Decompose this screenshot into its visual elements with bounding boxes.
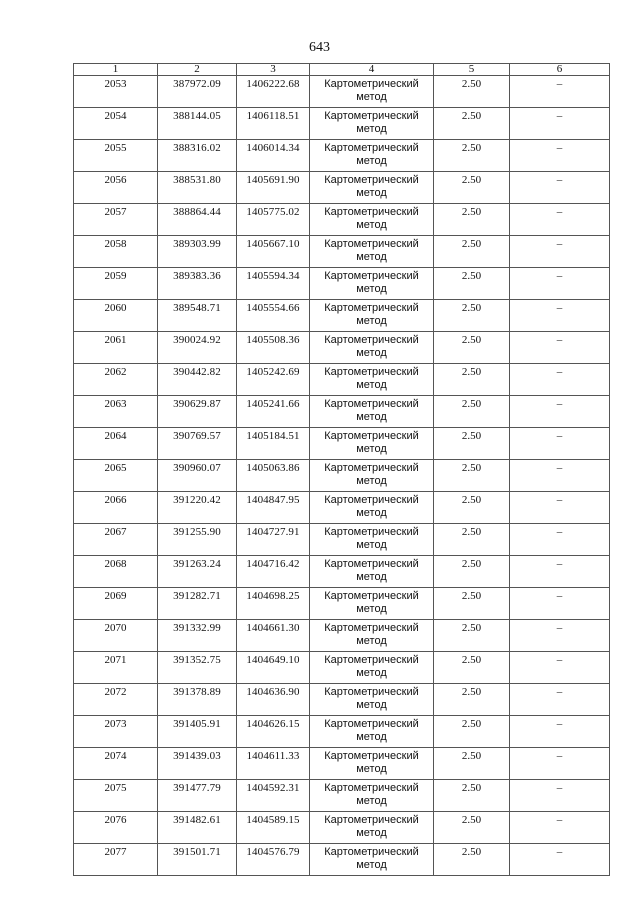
method-cell [310,588,434,620]
method-cell [310,204,434,236]
y-coordinate-cell: 1404592.31 [237,780,310,812]
method-line-2: метод [356,571,387,583]
column-number-row [74,64,610,76]
method-line-1: Картометрический [324,814,419,826]
accuracy-value-cell: 2.50 [434,620,510,652]
accuracy-value-cell: 2.50 [434,332,510,364]
x-coordinate-cell: 391220.42 [158,492,237,524]
table-row [74,300,610,332]
table-row [74,556,610,588]
method-cell [310,76,434,108]
method-line-2: метод [356,859,387,871]
note-dash-cell: – [510,844,610,876]
method-cell [310,460,434,492]
note-dash-cell: – [510,524,610,556]
x-coordinate-cell: 388864.44 [158,204,237,236]
method-cell [310,748,434,780]
method-line-1: Картометрический [324,846,419,858]
method-line-2: метод [356,315,387,327]
note-dash-cell: – [510,396,610,428]
method-line-2: метод [356,443,387,455]
method-cell [310,492,434,524]
accuracy-value-cell: 2.50 [434,236,510,268]
y-coordinate-cell: 1404661.30 [237,620,310,652]
table-row [74,332,610,364]
x-coordinate-cell: 391263.24 [158,556,237,588]
method-line-2: метод [356,187,387,199]
accuracy-value-cell: 2.50 [434,140,510,172]
x-coordinate-cell: 390960.07 [158,460,237,492]
method-line-1: Картометрический [324,302,419,314]
table-row [74,460,610,492]
accuracy-value-cell: 2.50 [434,780,510,812]
column-header: 4 [310,64,434,76]
table-row [74,268,610,300]
method-line-1: Картометрический [324,494,419,506]
method-cell [310,684,434,716]
y-coordinate-cell: 1405184.51 [237,428,310,460]
table-row [74,172,610,204]
table-row [74,524,610,556]
table-row [74,236,610,268]
note-dash-cell: – [510,172,610,204]
accuracy-value-cell: 2.50 [434,524,510,556]
method-line-2: метод [356,603,387,615]
accuracy-value-cell: 2.50 [434,428,510,460]
y-coordinate-cell: 1405667.10 [237,236,310,268]
method-line-1: Картометрический [324,750,419,762]
table-row [74,748,610,780]
x-coordinate-cell: 388144.05 [158,108,237,140]
point-number-cell: 2072 [74,684,158,716]
method-line-1: Картометрический [324,686,419,698]
y-coordinate-cell: 1404576.79 [237,844,310,876]
point-number-cell: 2059 [74,268,158,300]
method-cell [310,556,434,588]
x-coordinate-cell: 391482.61 [158,812,237,844]
method-line-1: Картометрический [324,462,419,474]
method-cell [310,364,434,396]
x-coordinate-cell: 389303.99 [158,236,237,268]
accuracy-value-cell: 2.50 [434,812,510,844]
note-dash-cell: – [510,460,610,492]
accuracy-value-cell: 2.50 [434,460,510,492]
method-line-1: Картометрический [324,206,419,218]
method-cell [310,812,434,844]
point-number-cell: 2077 [74,844,158,876]
y-coordinate-cell: 1404847.95 [237,492,310,524]
column-header: 5 [434,64,510,76]
note-dash-cell: – [510,76,610,108]
y-coordinate-cell: 1404636.90 [237,684,310,716]
x-coordinate-cell: 391501.71 [158,844,237,876]
accuracy-value-cell: 2.50 [434,588,510,620]
point-number-cell: 2060 [74,300,158,332]
table-row [74,204,610,236]
y-coordinate-cell: 1405554.66 [237,300,310,332]
column-header: 2 [158,64,237,76]
method-cell [310,268,434,300]
method-line-2: метод [356,667,387,679]
point-number-cell: 2067 [74,524,158,556]
note-dash-cell: – [510,620,610,652]
table-row [74,716,610,748]
page-number: 643 [309,40,330,55]
point-number-cell: 2058 [74,236,158,268]
point-number-cell: 2068 [74,556,158,588]
x-coordinate-cell: 391439.03 [158,748,237,780]
y-coordinate-cell: 1405508.36 [237,332,310,364]
method-line-2: метод [356,731,387,743]
y-coordinate-cell: 1405241.66 [237,396,310,428]
table-row [74,652,610,684]
accuracy-value-cell: 2.50 [434,652,510,684]
method-cell [310,140,434,172]
x-coordinate-cell: 391255.90 [158,524,237,556]
point-number-cell: 2069 [74,588,158,620]
point-number-cell: 2075 [74,780,158,812]
note-dash-cell: – [510,684,610,716]
method-cell [310,396,434,428]
table-row [74,588,610,620]
point-number-cell: 2065 [74,460,158,492]
table-row [74,812,610,844]
x-coordinate-cell: 390024.92 [158,332,237,364]
point-number-cell: 2054 [74,108,158,140]
y-coordinate-cell: 1405242.69 [237,364,310,396]
method-line-1: Картометрический [324,526,419,538]
table-row [74,108,610,140]
method-line-1: Картометрический [324,174,419,186]
y-coordinate-cell: 1404716.42 [237,556,310,588]
y-coordinate-cell: 1406222.68 [237,76,310,108]
point-number-cell: 2057 [74,204,158,236]
x-coordinate-cell: 391405.91 [158,716,237,748]
y-coordinate-cell: 1404698.25 [237,588,310,620]
table-row [74,428,610,460]
y-coordinate-cell: 1405775.02 [237,204,310,236]
method-line-1: Картометрический [324,430,419,442]
method-line-1: Картометрический [324,718,419,730]
method-line-1: Картометрический [324,398,419,410]
method-line-2: метод [356,507,387,519]
point-number-cell: 2062 [74,364,158,396]
accuracy-value-cell: 2.50 [434,844,510,876]
table-row [74,396,610,428]
x-coordinate-cell: 387972.09 [158,76,237,108]
accuracy-value-cell: 2.50 [434,108,510,140]
y-coordinate-cell: 1404589.15 [237,812,310,844]
point-number-cell: 2064 [74,428,158,460]
note-dash-cell: – [510,780,610,812]
note-dash-cell: – [510,108,610,140]
column-header: 6 [510,64,610,76]
note-dash-cell: – [510,140,610,172]
note-dash-cell: – [510,428,610,460]
method-line-2: метод [356,795,387,807]
point-number-cell: 2074 [74,748,158,780]
table-row [74,780,610,812]
accuracy-value-cell: 2.50 [434,300,510,332]
coordinates-table [73,63,610,876]
accuracy-value-cell: 2.50 [434,76,510,108]
y-coordinate-cell: 1404649.10 [237,652,310,684]
y-coordinate-cell: 1404611.33 [237,748,310,780]
y-coordinate-cell: 1405691.90 [237,172,310,204]
accuracy-value-cell: 2.50 [434,716,510,748]
method-line-1: Картометрический [324,590,419,602]
method-cell [310,652,434,684]
method-line-2: метод [356,155,387,167]
x-coordinate-cell: 391477.79 [158,780,237,812]
point-number-cell: 2076 [74,812,158,844]
note-dash-cell: – [510,748,610,780]
method-line-2: метод [356,251,387,263]
method-line-1: Картометрический [324,270,419,282]
x-coordinate-cell: 391352.75 [158,652,237,684]
method-cell [310,332,434,364]
column-header: 3 [237,64,310,76]
method-line-2: метод [356,763,387,775]
method-line-2: метод [356,123,387,135]
x-coordinate-cell: 390442.82 [158,364,237,396]
method-line-2: метод [356,91,387,103]
y-coordinate-cell: 1404727.91 [237,524,310,556]
method-line-2: метод [356,347,387,359]
method-cell [310,428,434,460]
point-number-cell: 2063 [74,396,158,428]
method-line-1: Картометрический [324,558,419,570]
table-row [74,844,610,876]
method-line-1: Картометрический [324,142,419,154]
x-coordinate-cell: 388316.02 [158,140,237,172]
accuracy-value-cell: 2.50 [434,204,510,236]
point-number-cell: 2070 [74,620,158,652]
y-coordinate-cell: 1404626.15 [237,716,310,748]
method-line-1: Картометрический [324,654,419,666]
table-row [74,492,610,524]
table-row [74,140,610,172]
accuracy-value-cell: 2.50 [434,684,510,716]
x-coordinate-cell: 390629.87 [158,396,237,428]
table-body [74,76,610,876]
table-row [74,364,610,396]
accuracy-value-cell: 2.50 [434,172,510,204]
x-coordinate-cell: 389383.36 [158,268,237,300]
x-coordinate-cell: 389548.71 [158,300,237,332]
note-dash-cell: – [510,812,610,844]
column-header: 1 [74,64,158,76]
y-coordinate-cell: 1406118.51 [237,108,310,140]
note-dash-cell: – [510,268,610,300]
note-dash-cell: – [510,364,610,396]
table-row [74,684,610,716]
point-number-cell: 2061 [74,332,158,364]
x-coordinate-cell: 390769.57 [158,428,237,460]
note-dash-cell: – [510,332,610,364]
point-number-cell: 2055 [74,140,158,172]
x-coordinate-cell: 391378.89 [158,684,237,716]
method-cell [310,172,434,204]
note-dash-cell: – [510,556,610,588]
method-line-2: метод [356,411,387,423]
accuracy-value-cell: 2.50 [434,556,510,588]
method-cell [310,780,434,812]
method-line-1: Картометрический [324,238,419,250]
method-cell [310,524,434,556]
accuracy-value-cell: 2.50 [434,268,510,300]
method-line-1: Картометрический [324,782,419,794]
method-cell [310,844,434,876]
point-number-cell: 2073 [74,716,158,748]
accuracy-value-cell: 2.50 [434,748,510,780]
method-cell [310,300,434,332]
method-cell [310,108,434,140]
method-cell [310,236,434,268]
note-dash-cell: – [510,236,610,268]
method-line-2: метод [356,219,387,231]
y-coordinate-cell: 1405594.34 [237,268,310,300]
method-line-2: метод [356,283,387,295]
method-line-2: метод [356,539,387,551]
note-dash-cell: – [510,652,610,684]
x-coordinate-cell: 391332.99 [158,620,237,652]
method-cell [310,716,434,748]
method-line-1: Картометрический [324,366,419,378]
note-dash-cell: – [510,716,610,748]
method-line-2: метод [356,827,387,839]
note-dash-cell: – [510,492,610,524]
point-number-cell: 2053 [74,76,158,108]
accuracy-value-cell: 2.50 [434,492,510,524]
accuracy-value-cell: 2.50 [434,396,510,428]
method-cell [310,620,434,652]
y-coordinate-cell: 1406014.34 [237,140,310,172]
point-number-cell: 2056 [74,172,158,204]
method-line-2: метод [356,635,387,647]
point-number-cell: 2071 [74,652,158,684]
point-number-cell: 2066 [74,492,158,524]
table-row [74,620,610,652]
method-line-2: метод [356,699,387,711]
x-coordinate-cell: 388531.80 [158,172,237,204]
method-line-2: метод [356,379,387,391]
note-dash-cell: – [510,300,610,332]
method-line-1: Картометрический [324,334,419,346]
method-line-1: Картометрический [324,110,419,122]
x-coordinate-cell: 391282.71 [158,588,237,620]
accuracy-value-cell: 2.50 [434,364,510,396]
y-coordinate-cell: 1405063.86 [237,460,310,492]
method-line-2: метод [356,475,387,487]
method-line-1: Картометрический [324,622,419,634]
table-row [74,76,610,108]
method-line-1: Картометрический [324,78,419,90]
note-dash-cell: – [510,588,610,620]
note-dash-cell: – [510,204,610,236]
